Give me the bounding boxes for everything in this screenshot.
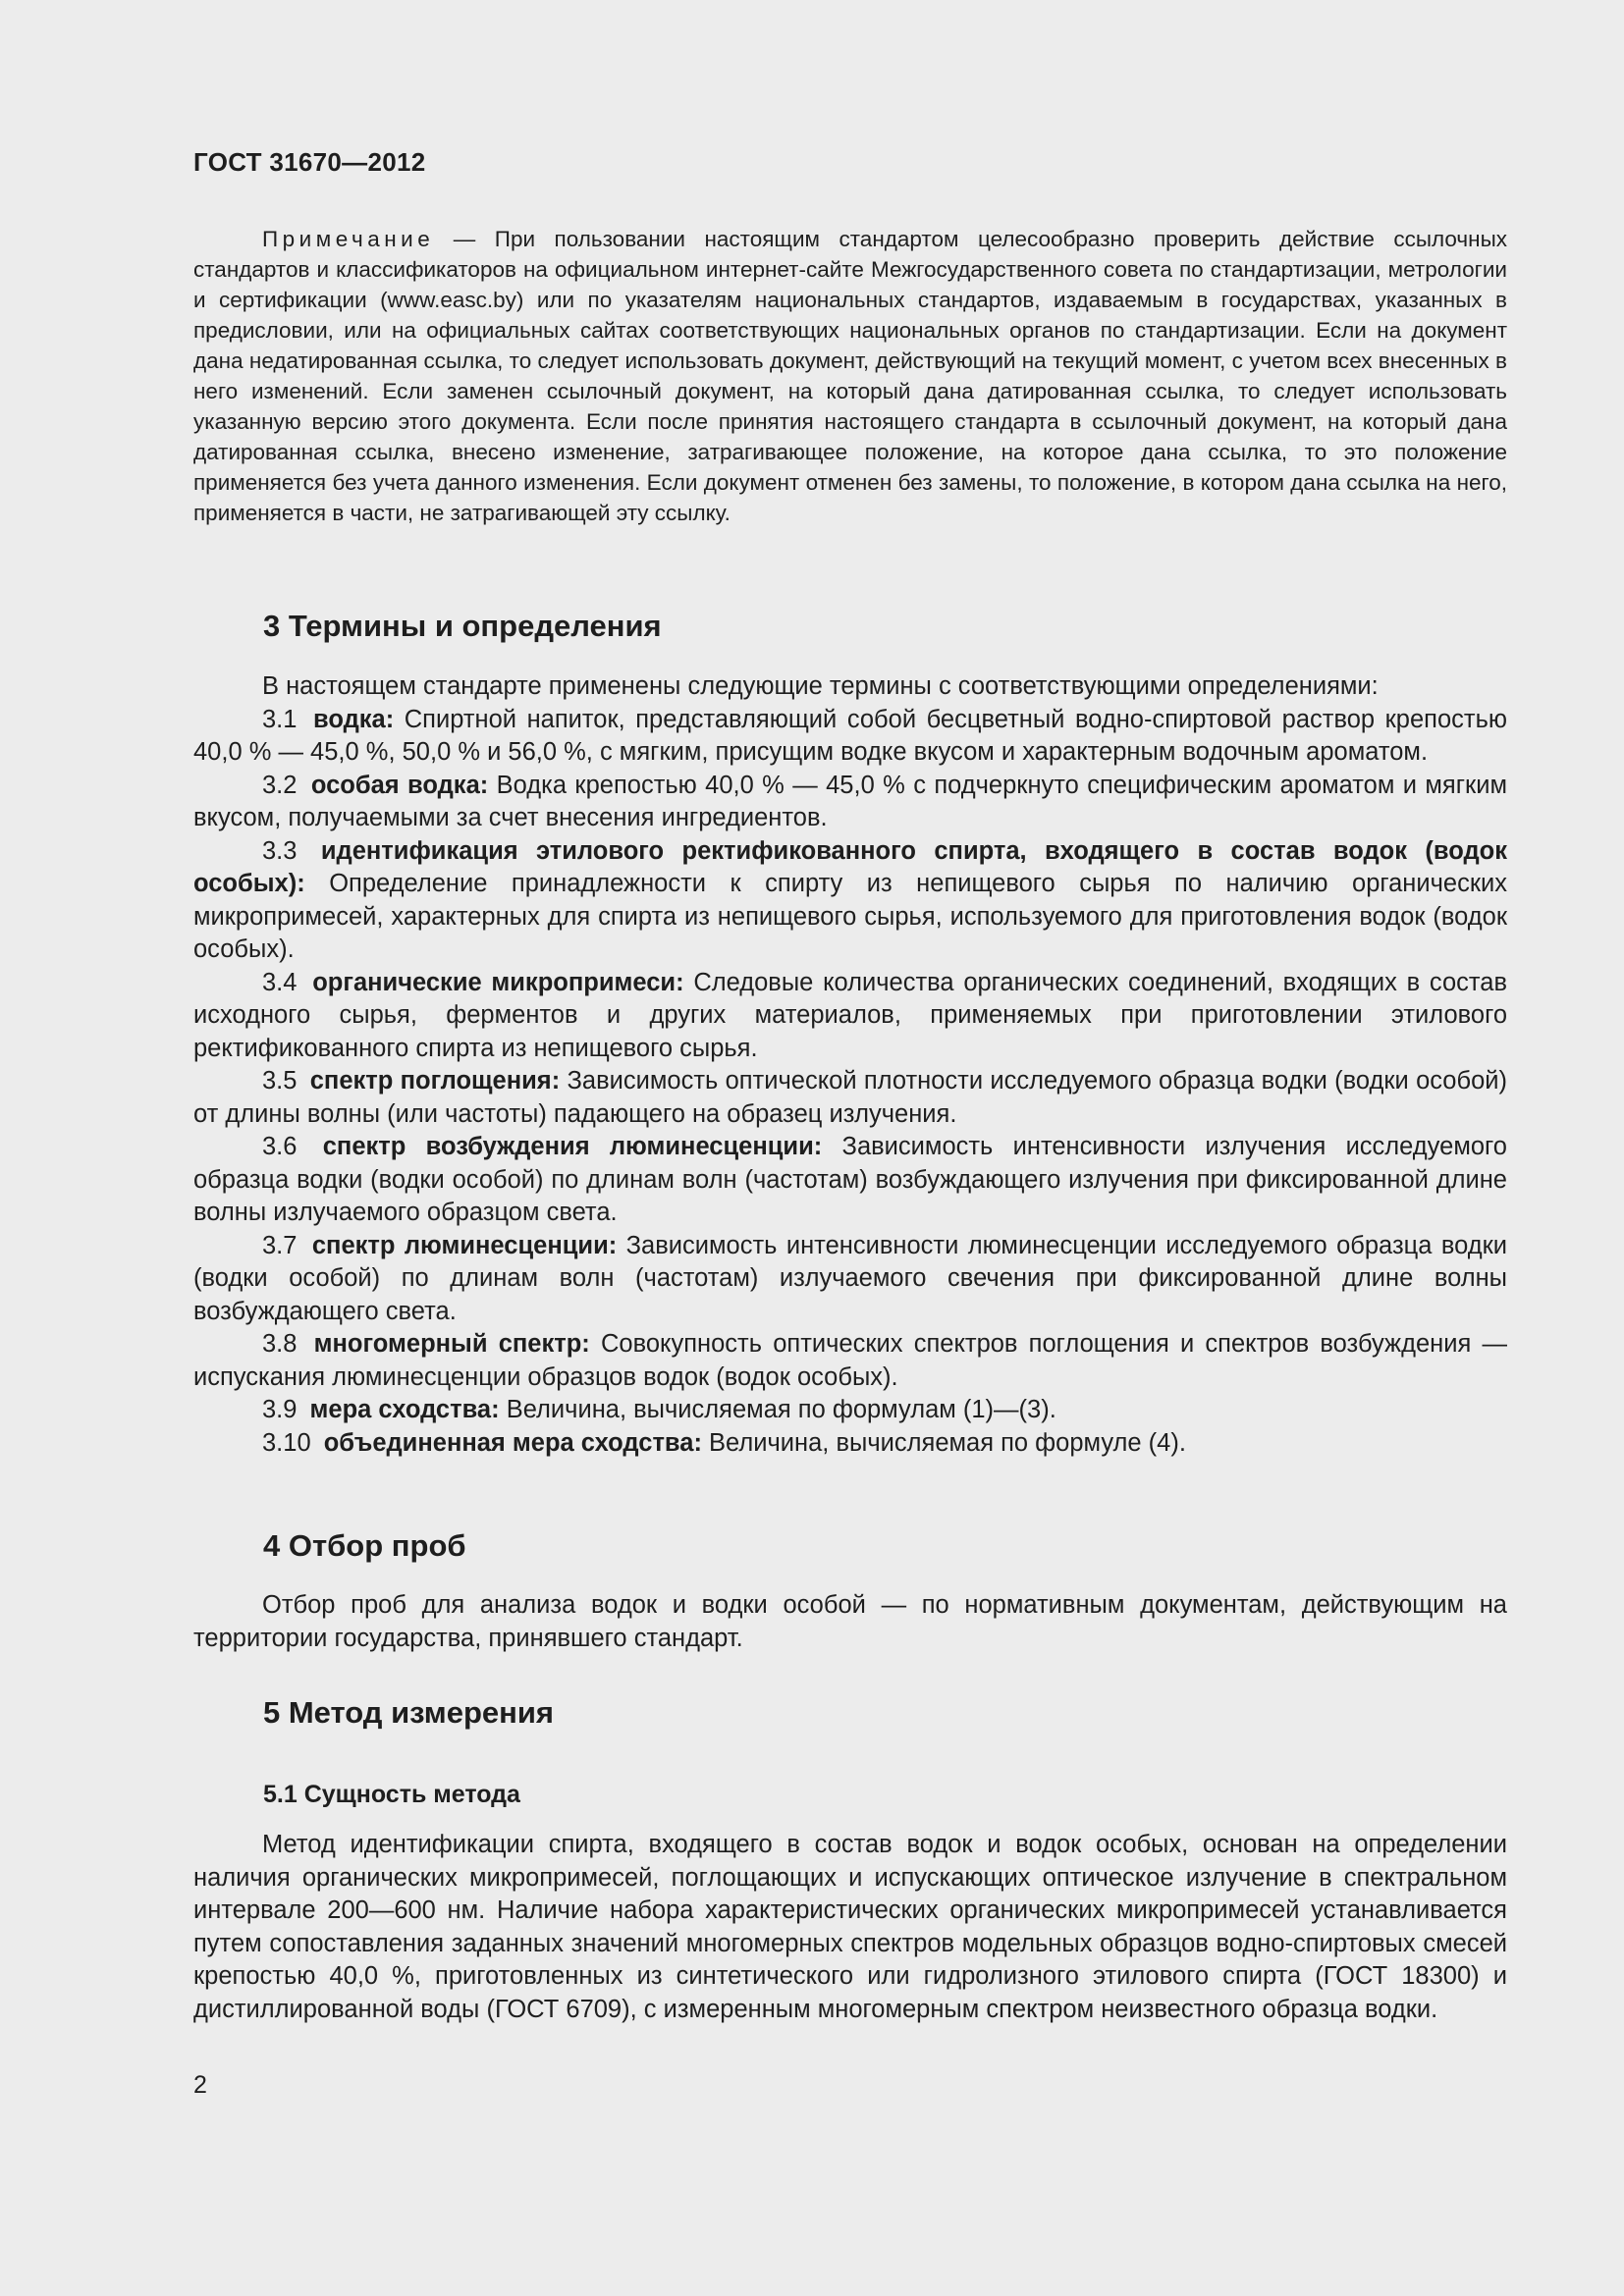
term-name: спектр поглощения: bbox=[309, 1067, 561, 1095]
term-name: спектр возбуждения люминесценции: bbox=[322, 1133, 823, 1160]
section-3-body bbox=[193, 670, 1507, 1460]
term-definition: Зависимость интенсивности люминесценции исследуемого образца водки (водки особой) по длинам волн (частотам) излучаемого свечения при фиксированной длине волны возбуждающего света. bbox=[193, 1231, 1507, 1325]
section-4-text: Отбор проб для анализа водок и водки особой — по нормативным документам, действующим на территории государства, принявшего стандарт. bbox=[193, 1591, 1507, 1652]
term-name: особая водка: bbox=[310, 771, 489, 799]
page-number: 2 bbox=[193, 2071, 207, 2099]
note-text: — При пользовании настоящим стандартом целесообразно проверить действие ссылочных стандартов и классификаторов на официальном интернет-сайте Межгосударственного совета по стандартизации, метрологии и сертификации (www.easc.by) или по указателям национальных стандартов, издаваемым в государствах, указанных в предисловии, или на официальных сайтах соответствующих национальных органов по стандартизации. Если на документ дана недатированная ссылка, то следует использовать документ, действующий на текущий момент, с учетом всех внесенных в него изменений. Если заменен ссылочный документ, на который дана датированная ссылка, то следует использовать указанную версию этого документа. Если после принятия настоящего стандарта в ссылочный документ, на который дана датированная ссылка, внесено изменение, затрагивающее положение, на которое дана ссылка, то это положение применяется без учета данного изменения. Если документ отменен без замены, то положение, в котором дана ссылка на него, применяется в части, не затрагивающей эту ссылку. bbox=[193, 227, 1507, 525]
term-item bbox=[193, 967, 1507, 1066]
term-item bbox=[193, 1328, 1507, 1394]
section-5-1-text: Метод идентификации спирта, входящего в состав водок и водок особых, основан на определении наличия органических микропримесей, поглощающих и испускающих оптическое излучение в спектральном интервале 200—600 нм. Наличие набора характеристических органических микропримесей устанавливается путем сопоставления заданных значений многомерных спектров модельных образцов водно-спиртовых смесей крепостью 40,0 %, приготовленных из синтетического или гидролизного этилового спирта (ГОСТ 18300) и дистиллированной воды (ГОСТ 6709), с измеренным многомерным спектром неизвестного образца водки. bbox=[193, 1831, 1507, 2023]
term-item bbox=[193, 1427, 1507, 1461]
document-code: ГОСТ 31670—2012 bbox=[193, 147, 426, 177]
term-item bbox=[193, 835, 1507, 967]
term-definition: Следовые количества органических соединений, входящих в состав исходного сырья, ферментов и других материалов, применяемых при приготовлении этилового ректификованного спирта из непищевого сырья. bbox=[193, 968, 1507, 1062]
term-name: объединенная мера сходства: bbox=[323, 1428, 702, 1457]
term-name: мера сходства: bbox=[309, 1396, 500, 1423]
term-number: 3.8 bbox=[262, 1330, 298, 1358]
term-name: спектр люминесценции: bbox=[311, 1231, 618, 1259]
section-3-title: 3 Термины и определения bbox=[263, 609, 662, 643]
term-name: многомерный спектр: bbox=[313, 1330, 590, 1358]
term-number: 3.7 bbox=[262, 1231, 298, 1259]
term-number: 3.3 bbox=[262, 836, 298, 865]
term-item bbox=[193, 770, 1507, 835]
term-number: 3.6 bbox=[262, 1133, 298, 1160]
term-definition: Совокупность оптических спектров поглощения и спектров возбуждения — испускания люминесценции образцов водок (водок особых). bbox=[193, 1330, 1507, 1391]
term-number: 3.2 bbox=[262, 771, 298, 799]
note-label: Примечание bbox=[262, 227, 435, 251]
term-definition: Зависимость оптической плотности исследуемого образца водки (водки особой) от длины волны (или частоты) падающего на образец излучения. bbox=[193, 1067, 1507, 1128]
term-number: 3.10 bbox=[262, 1428, 311, 1457]
term-item bbox=[193, 1394, 1507, 1427]
term-item bbox=[193, 704, 1507, 770]
section-5-1-body bbox=[193, 1829, 1507, 2026]
term-item bbox=[193, 1065, 1507, 1131]
section-4-body bbox=[193, 1589, 1507, 1655]
term-name: идентификация этилового ректификованного спирта, входящего в состав водок (водок особых): bbox=[193, 836, 1507, 897]
section-4-title: 4 Отбор проб bbox=[263, 1528, 466, 1563]
terms-list bbox=[193, 704, 1507, 1461]
term-name: органические микропримеси: bbox=[312, 968, 684, 996]
section-3-intro: В настоящем стандарте применены следующие термины с соответствующими определениями: bbox=[262, 672, 1379, 700]
term-number: 3.5 bbox=[262, 1067, 298, 1095]
term-definition: Определение принадлежности к спирту из непищевого сырья по наличию органических микропримесей, характерных для спирта из непищевого сырья, используемого для приготовления водок (водок особых). bbox=[193, 870, 1507, 963]
term-definition: Водка крепостью 40,0 % — 45,0 % с подчеркнуто специфическим ароматом и мягким вкусом, получаемыми за счет внесения ингредиентов. bbox=[193, 771, 1507, 831]
term-number: 3.9 bbox=[262, 1396, 298, 1423]
section-5-title: 5 Метод измерения bbox=[263, 1695, 555, 1730]
term-number: 3.4 bbox=[262, 968, 298, 996]
term-definition: Величина, вычисляемая по формуле (4). bbox=[709, 1428, 1186, 1457]
note-paragraph bbox=[193, 224, 1507, 528]
term-item bbox=[193, 1230, 1507, 1329]
term-definition: Зависимость интенсивности излучения исследуемого образца водки (водки особой) по длинам волн (частотам) возбуждающего излучения при фиксированной длине волны излучаемого образцом света. bbox=[193, 1133, 1507, 1226]
term-item bbox=[193, 1131, 1507, 1230]
term-definition: Величина, вычисляемая по формулам (1)—(3). bbox=[506, 1396, 1056, 1423]
term-number: 3.1 bbox=[262, 705, 298, 733]
term-definition: Спиртной напиток, представляющий собой бесцветный водно-спиртовой раствор крепостью 40,0 % — 45,0 %, 50,0 % и 56,0 %, с мягким, присущим водке вкусом и характерным водочным ароматом. bbox=[193, 705, 1507, 766]
section-5-1-title: 5.1 Сущность метода bbox=[263, 1781, 520, 1808]
term-name: водка: bbox=[313, 705, 395, 733]
